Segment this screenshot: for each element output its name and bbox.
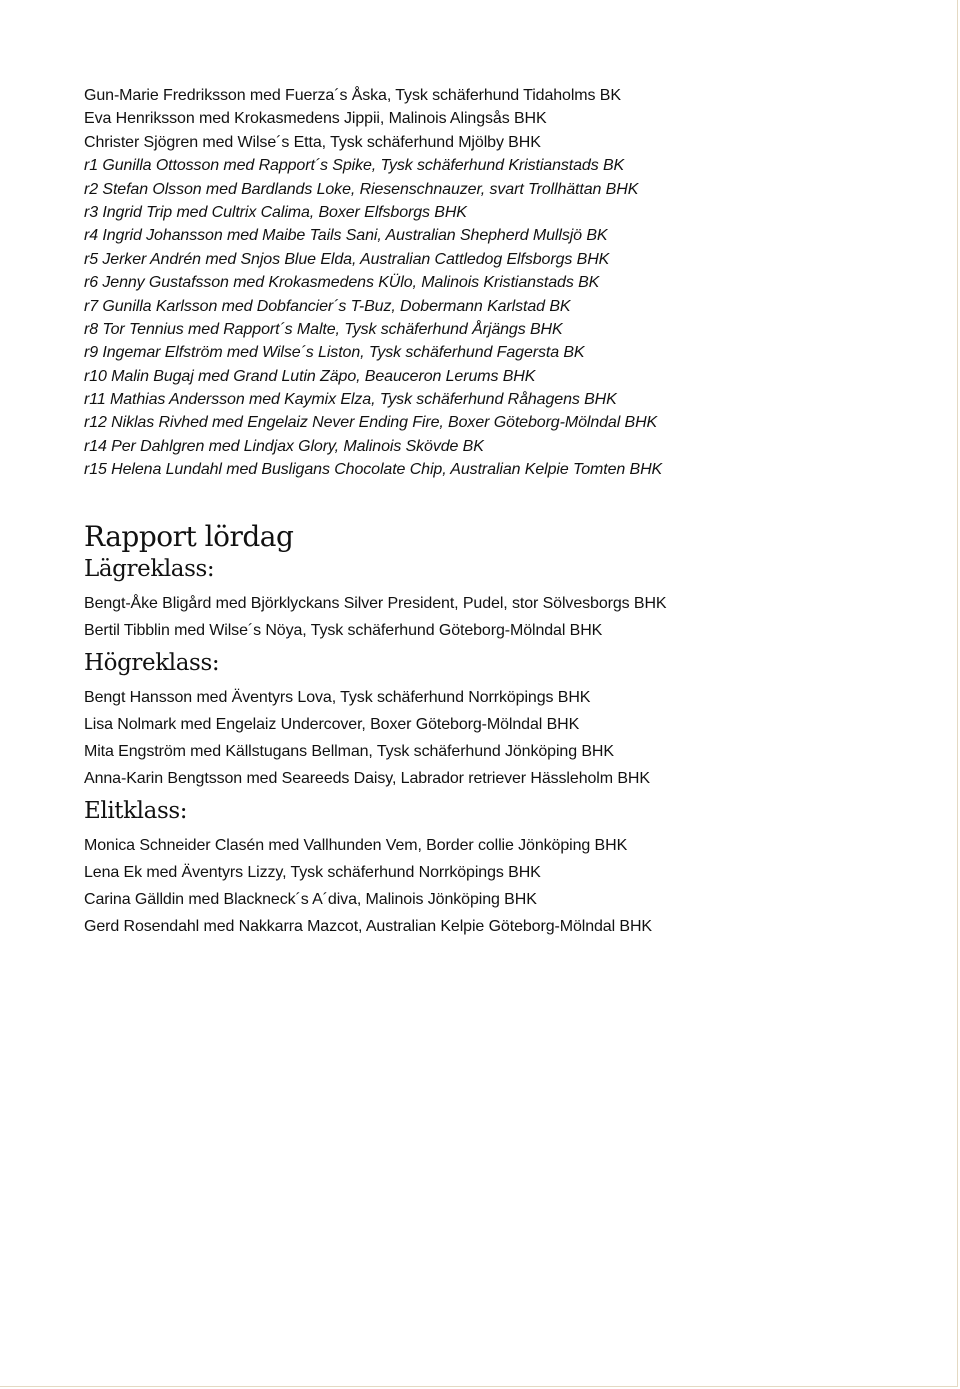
reserve-line: r4 Ingrid Johansson med Maibe Tails Sani, Australian Shepherd Mullsjö BK <box>84 227 608 245</box>
class-entry: Anna-Karin Bengtsson med Seareeds Daisy, Labrador retriever Hässleholm BHK <box>84 769 650 787</box>
reserves-list <box>84 154 924 481</box>
class-heading-hogreklass: Högreklass: <box>84 649 220 676</box>
reserve-line: r5 Jerker Andrén med Snjos Blue Elda, Australian Cattledog Elfsborgs BHK <box>84 250 610 268</box>
class-entry: Bengt Hansson med Äventyrs Lova, Tysk schäferhund Norrköpings BHK <box>84 688 591 706</box>
result-line: Gun-Marie Fredriksson med Fuerza´s Åska, Tysk schäferhund Tidaholms BK <box>84 87 621 104</box>
class-heading-elitklass: Elitklass: <box>84 797 188 824</box>
reserve-line: r12 Niklas Rivhed med Engelaiz Never Ending Fire, Boxer Göteborg-Mölndal BHK <box>84 414 658 432</box>
document-content <box>84 84 924 944</box>
reserve-line: r14 Per Dahlgren med Lindjax Glory, Malinois Skövde BK <box>84 437 484 455</box>
reserve-line: r6 Jenny Gustafsson med Krokasmedens KÜlo, Malinois Kristianstads BK <box>84 274 600 292</box>
reserve-line: r9 Ingemar Elfström med Wilse´s Liston, Tysk schäferhund Fagersta BK <box>84 344 585 362</box>
reserve-line: r11 Mathias Andersson med Kaymix Elza, Tysk schäferhund Råhagens BHK <box>84 391 617 409</box>
class-entry: Bengt-Åke Bligård med Björklyckans Silver President, Pudel, stor Sölvesborgs BHK <box>84 594 667 612</box>
reserve-line: r10 Malin Bugaj med Grand Lutin Zäpo, Beauceron Lerums BHK <box>84 367 536 385</box>
result-line: Christer Sjögren med Wilse´s Etta, Tysk schäferhund Mjölby BHK <box>84 133 541 151</box>
class-entry: Bertil Tibblin med Wilse´s Nöya, Tysk schäferhund Göteborg-Mölndal BHK <box>84 621 603 639</box>
reserve-line: r2 Stefan Olsson med Bardlands Loke, Riesenschnauzer, svart Trollhättan BHK <box>84 180 639 198</box>
class-entries-hogreklass <box>84 684 924 792</box>
result-line: Eva Henriksson med Krokasmedens Jippii, Malinois Alingsås BHK <box>84 110 547 128</box>
class-entry: Carina Gälldin med Blackneck´s A´diva, Malinois Jönköping BHK <box>84 890 537 908</box>
class-entry: Monica Schneider Clasén med Vallhunden Vem, Border collie Jönköping BHK <box>84 836 628 854</box>
class-entry: Gerd Rosendahl med Nakkarra Mazcot, Australian Kelpie Göteborg-Mölndal BHK <box>84 917 652 935</box>
class-entries-elitklass <box>84 832 924 940</box>
reserve-line: r8 Tor Tennius med Rapport´s Malte, Tysk schäferhund Årjängs BHK <box>84 320 563 338</box>
class-entry: Mita Engström med Källstugans Bellman, Tysk schäferhund Jönköping BHK <box>84 742 614 760</box>
class-heading-lagreklass: Lägreklass: <box>84 555 215 582</box>
reserve-line: r7 Gunilla Karlsson med Dobfancier´s T-Buz, Dobermann Karlstad BK <box>84 297 571 315</box>
class-entry: Lisa Nolmark med Engelaiz Undercover, Boxer Göteborg-Mölndal BHK <box>84 715 580 733</box>
report-title: Rapport lördag <box>84 519 294 553</box>
reserve-line: r3 Ingrid Trip med Cultrix Calima, Boxer Elfsborgs BHK <box>84 203 467 221</box>
class-entries-lagreklass <box>84 590 924 644</box>
reserve-line: r1 Gunilla Ottosson med Rapport´s Spike, Tysk schäferhund Kristianstads BK <box>84 157 625 175</box>
class-entry: Lena Ek med Äventyrs Lizzy, Tysk schäferhund Norrköpings BHK <box>84 863 541 881</box>
top-results-list <box>84 84 924 154</box>
reserve-line: r15 Helena Lundahl med Busligans Chocolate Chip, Australian Kelpie Tomten BHK <box>84 461 663 479</box>
